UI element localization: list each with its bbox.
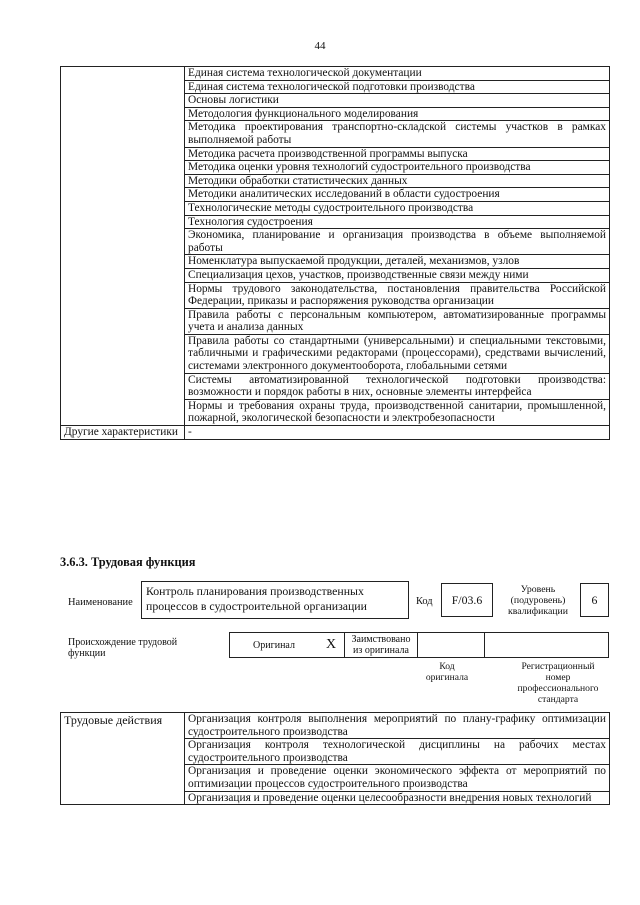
- labor-actions-table: [60, 712, 610, 805]
- knowledge-item: Правила работы с персональным компьютером, автоматизированные программы учета и анализа данных: [185, 308, 610, 334]
- knowledge-item: Основы логистики: [185, 94, 610, 108]
- origin-borrowed: Заимствовано из оригинала: [345, 633, 418, 658]
- knowledge-item: Технология судостроения: [185, 215, 610, 229]
- knowledge-item: Методика оценки уровня технологий судостроительного производства: [185, 161, 610, 175]
- function-name: Контроль планирования производственных процессов в судостроительной организации: [141, 581, 409, 619]
- labor-actions-label: Трудовые действия: [61, 713, 185, 805]
- knowledge-item: Методики обработки статистических данных: [185, 174, 610, 188]
- other-value: -: [185, 426, 610, 440]
- knowledge-label-cell: [61, 67, 185, 426]
- knowledge-item: Правила работы со стандартными (универсальными) и специальными текстовыми, табличными и графическими редакторами (процессорами), средствами вычислений, системами электронного документооборота, глобальными сетями: [185, 334, 610, 373]
- origin-label: Происхождение трудовой функции: [68, 637, 178, 659]
- knowledge-item: Системы автоматизированной технологической подготовки производства: возможности и порядок работы в них, основные элементы интерфейса: [185, 373, 610, 399]
- labor-action-item: Организация контроля выполнения мероприятий по плану-графику оптимизации судостроительного производства: [185, 713, 610, 739]
- knowledge-item: Единая система технологической документации: [185, 67, 610, 81]
- page-number: 44: [314, 40, 326, 52]
- origin-original: Оригинал: [230, 633, 319, 658]
- code-caption: Код оригинала: [425, 661, 469, 683]
- knowledge-table: [60, 66, 610, 440]
- knowledge-item: Методика расчета производственной программы выпуска: [185, 147, 610, 161]
- other-label: Другие характеристики: [61, 426, 185, 440]
- knowledge-item: Единая система технологической подготовки производства: [185, 80, 610, 94]
- reg-caption: Регистрационный номер профессионального стандарта: [517, 661, 599, 705]
- level-label: Уровень (подуровень) квалификации: [507, 584, 569, 617]
- knowledge-item: Экономика, планирование и организация производства в объеме выполняемой работы: [185, 229, 610, 255]
- labor-action-item: Организация и проведение оценки целесообразности внедрения новых технологий: [185, 791, 610, 805]
- name-label: Наименование: [68, 597, 133, 608]
- labor-action-item: Организация и проведение оценки экономического эффекта от мероприятий по оптимизации процессов судостроительного производства: [185, 765, 610, 791]
- function-code: F/03.6: [441, 583, 493, 617]
- section-title: 3.6.3. Трудовая функция: [60, 555, 196, 569]
- labor-action-item: Организация контроля технологической дисциплины на рабочих местах судостроительного производства: [185, 739, 610, 765]
- knowledge-item: Методология функционального моделирования: [185, 107, 610, 121]
- code-label: Код: [416, 596, 433, 607]
- knowledge-item: Нормы и требования охраны труда, производственной санитарии, промышленной, пожарной, экологической безопасности и электробезопасности: [185, 399, 610, 425]
- knowledge-item: Методика проектирования транспортно-складской системы участков в рамках выполняемой работы: [185, 121, 610, 147]
- level-value: 6: [580, 583, 609, 617]
- knowledge-item: Номенклатура выпускаемой продукции, деталей, механизмов, узлов: [185, 255, 610, 269]
- origin-code-cell: [418, 633, 485, 658]
- origin-mark: X: [318, 633, 345, 658]
- knowledge-item: Методики аналитических исследований в области судостроения: [185, 188, 610, 202]
- origin-reg-cell: [485, 633, 609, 658]
- origin-table: [229, 632, 609, 658]
- knowledge-item: Нормы трудового законодательства, постановления правительства Российской Федерации, приказы и распоряжения руководства организации: [185, 282, 610, 308]
- knowledge-item: Технологические методы судостроительного производства: [185, 201, 610, 215]
- knowledge-item: Специализация цехов, участков, производственные связи между ними: [185, 268, 610, 282]
